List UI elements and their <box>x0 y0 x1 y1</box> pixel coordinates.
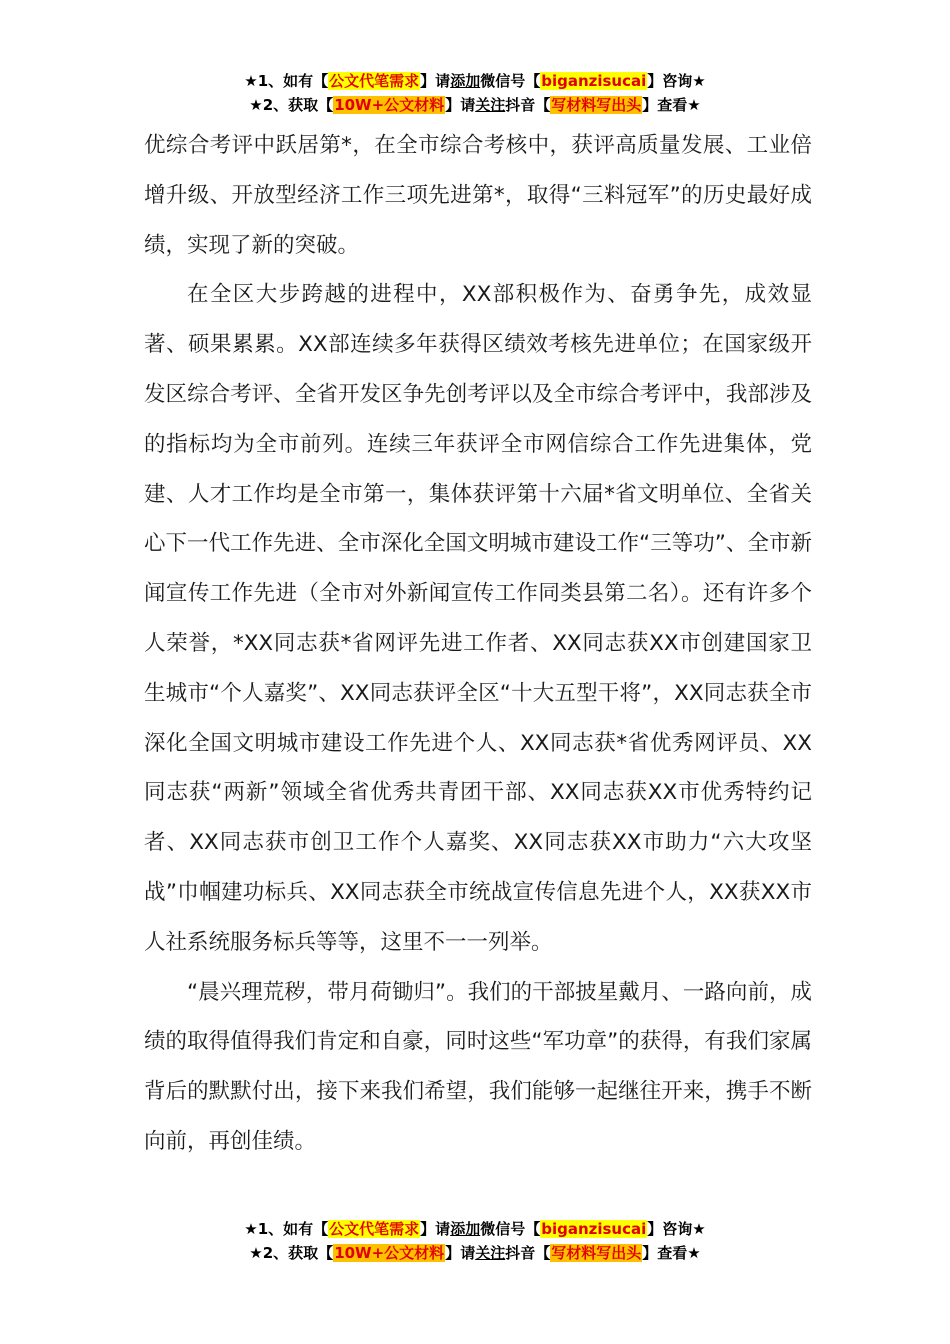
promo-text: 】查看★ <box>642 96 701 114</box>
body-paragraph-2: 在全区大步跨越的进程中，XX部积极作为、奋勇争先，成效显著、硕果累累。XX部连续多年获得区绩效考核先进单位；在国家级开发区综合考评、全省开发区争先创考评以及全市综合考评中，我部涉及的指标均为全市前列。连续三年获评全市网信综合工作先进集体，党建、人才工作均是全市第一，集体获评第十六届*省文明单位、全省关心下一代工作先进、全市深化全国文明城市建设工作“三等功”、全市新闻宣传工作先进（全市对外新闻宣传工作同类县第二名）。还有许多个人荣誉，*XX同志获*省网评先进工作者、XX同志获XX市创建国家卫生城市“个人嘉奖”、XX同志获评全区“十大五型干将”，XX同志获全市深化全国文明城市建设工作先进个人、XX同志获*省优秀网评员、XX同志获“两新”领域全省优秀共青团干部、XX同志获XX市优秀特约记者、XX同志获市创卫工作个人嘉奖、XX同志获XX市助力“六大攻坚战”巾帼建功标兵、XX同志获全市统战宣传信息先进个人，XX获XX市人社系统服务标兵等等，这里不一一列举。 <box>144 282 812 955</box>
promo-douyin-name: 写材料写出头 <box>551 1244 642 1262</box>
promo-highlight: 公文代笔需求 <box>329 1220 420 1238</box>
promo-line-1 <box>0 1217 950 1241</box>
promo-text: 微信号【 <box>480 72 541 90</box>
promo-underlined: 关注 <box>475 96 506 114</box>
promo-line-1 <box>0 69 950 93</box>
header-promo-banner <box>0 69 950 117</box>
promo-text: 】请 <box>445 1244 476 1262</box>
promo-line-2 <box>0 1241 950 1265</box>
promo-line-2 <box>0 93 950 117</box>
body-paragraph-3: “晨兴理荒秽，带月荷锄归”。我们的干部披星戴月、一路向前，成绩的取得值得我们肯定和自豪，同时这些“军功章”的获得，有我们家属背后的默默付出，接下来我们希望，我们能够一起继往开来，携手不断向前，再创佳绩。 <box>144 979 812 1154</box>
promo-underlined: 添加 <box>450 1220 481 1238</box>
promo-text: ★2、获取【 <box>249 1244 334 1262</box>
promo-highlight: 公文代笔需求 <box>329 72 420 90</box>
promo-text: 微信号【 <box>480 1220 541 1238</box>
promo-highlight: 10W+公文材料 <box>334 1244 445 1262</box>
promo-text: 抖音【 <box>505 1244 551 1262</box>
promo-underlined: 添加 <box>450 72 481 90</box>
footer-promo-banner <box>0 1217 950 1265</box>
promo-text: 】咨询★ <box>647 1220 706 1238</box>
promo-text: 】请 <box>420 72 451 90</box>
promo-wechat-id: biganzisucai <box>541 1220 647 1238</box>
promo-text: 】请 <box>445 96 476 114</box>
promo-wechat-id: biganzisucai <box>541 72 647 90</box>
promo-text: ★1、如有【 <box>244 72 329 90</box>
promo-text: 】查看★ <box>642 1244 701 1262</box>
promo-text: 】咨询★ <box>647 72 706 90</box>
promo-underlined: 关注 <box>475 1244 506 1262</box>
body-paragraph-1: 优综合考评中跃居第*，在全市综合考核中，获评高质量发展、工业倍增升级、开放型经济工作三项先进第*，取得“三料冠军”的历史最好成绩，实现了新的突破。 <box>144 133 812 258</box>
promo-text: ★1、如有【 <box>244 1220 329 1238</box>
promo-text: 】请 <box>420 1220 451 1238</box>
promo-text: ★2、获取【 <box>249 96 334 114</box>
promo-douyin-name: 写材料写出头 <box>551 96 642 114</box>
promo-text: 抖音【 <box>505 96 551 114</box>
promo-highlight: 10W+公文材料 <box>334 96 445 114</box>
document-body <box>144 121 812 1167</box>
